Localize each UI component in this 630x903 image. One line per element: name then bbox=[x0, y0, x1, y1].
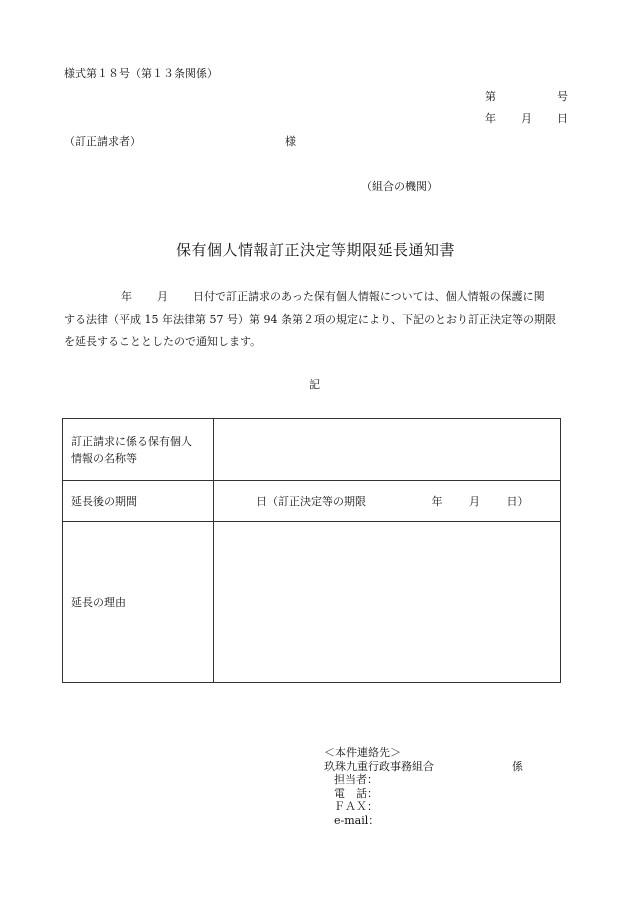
record-mark: 記 bbox=[309, 378, 320, 391]
sender-label: （組合の機関） bbox=[361, 180, 438, 193]
period-day-end: 日） bbox=[506, 495, 529, 508]
contact-section-suffix: 係 bbox=[512, 759, 523, 773]
date-month: 月 bbox=[521, 112, 532, 125]
addressee-honorific: 様 bbox=[285, 135, 296, 148]
contact-email: e-mail： bbox=[334, 813, 380, 827]
body-month: 月 bbox=[157, 290, 168, 303]
doc-number-prefix: 第 bbox=[485, 90, 496, 103]
form-number: 様式第１８号（第１３条関係） bbox=[64, 67, 218, 80]
contact-fax: ＦＡＸ： bbox=[334, 800, 378, 813]
info-name-label-line1: 訂正請求に係る保有個人 bbox=[71, 434, 192, 448]
contact-organization-line bbox=[324, 759, 523, 774]
date-year: 年 bbox=[485, 112, 496, 125]
extension-reason-label: 延長の理由 bbox=[63, 522, 214, 683]
details-table bbox=[62, 418, 561, 683]
period-year: 年 bbox=[431, 495, 443, 508]
body-line2: する法律（平成 15 年法律第 57 号）第 94 条第２項の規定により、下記のとおり訂正決定等の期限 bbox=[64, 313, 556, 326]
contact-phone: 電 話： bbox=[334, 786, 378, 800]
body-line3: を延長することとしたので通知します。 bbox=[64, 335, 262, 348]
info-name-value bbox=[214, 419, 561, 481]
contact-block bbox=[324, 746, 523, 827]
date-day: 日 bbox=[557, 112, 568, 125]
table-row bbox=[63, 522, 561, 683]
extension-period-value bbox=[214, 481, 561, 522]
period-day-text: 日（訂正決定等の期限 bbox=[256, 495, 366, 508]
extension-period-label: 延長後の期間 bbox=[63, 481, 214, 522]
table-row bbox=[63, 419, 561, 481]
period-month: 月 bbox=[469, 495, 480, 508]
contact-organization: 玖珠九重行政事務組合 bbox=[324, 759, 434, 773]
info-name-label bbox=[63, 419, 214, 481]
table-row bbox=[63, 481, 561, 522]
body-line1: 日付で訂正請求のあった保有個人情報については、個人情報の保護に関 bbox=[193, 290, 545, 303]
body-year: 年 bbox=[121, 290, 132, 303]
info-name-label-line2: 情報の名称等 bbox=[71, 451, 137, 465]
doc-number-suffix: 号 bbox=[557, 90, 568, 103]
contact-person: 担当者： bbox=[334, 773, 378, 786]
extension-reason-value bbox=[214, 522, 561, 683]
page-title: 保有個人情報訂正決定等期限延長通知書 bbox=[176, 241, 456, 259]
contact-heading: ＜本件連絡先＞ bbox=[324, 746, 401, 759]
addressee-label: （訂正請求者） bbox=[64, 135, 141, 148]
